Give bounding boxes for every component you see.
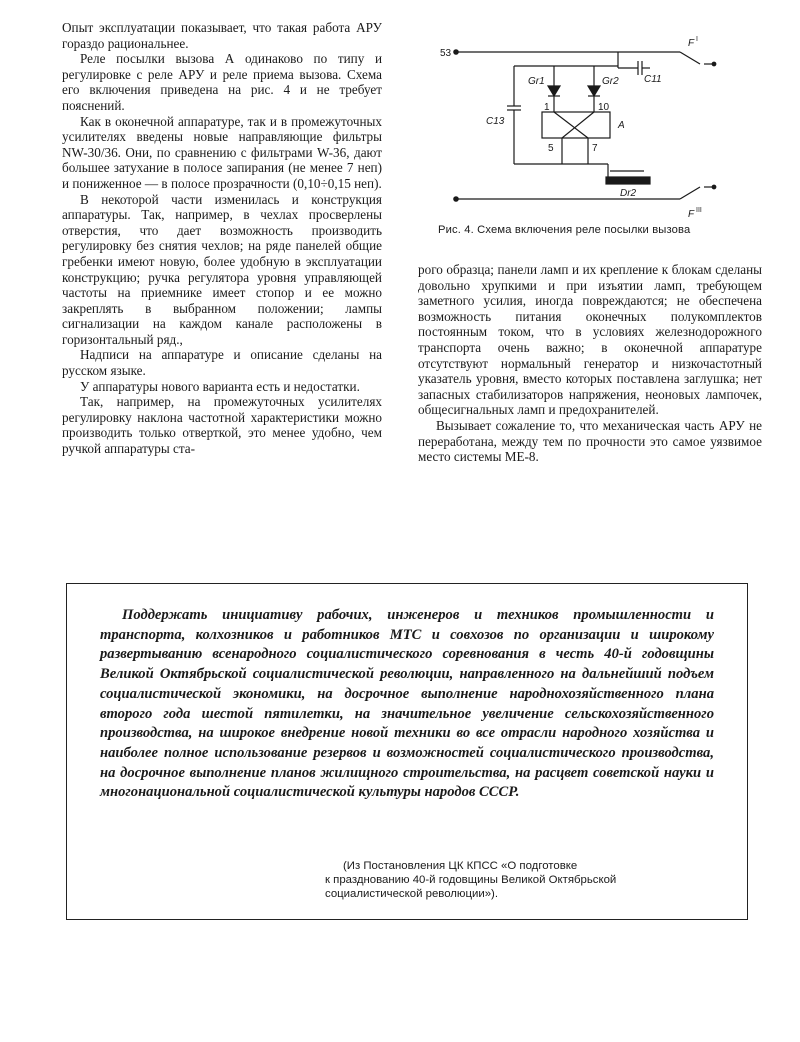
right-column: [418, 262, 762, 465]
paragraph: Надписи на аппаратуре и описание сделаны на русском языке.: [62, 347, 382, 379]
switch-sup: III: [696, 207, 702, 214]
relay-label: A: [618, 120, 625, 131]
terminal-label: 53: [440, 48, 452, 59]
paragraph: Реле посылки вызова А одинаково по типу и регулировке с реле АРУ и реле приема вызова. Схема его включения приведена на рис. 4 и не требует пояснений.: [62, 51, 382, 113]
paragraph: Вызывает сожаление то, что механическая часть АРУ не переработана, между тем по прочности это самое уязвимое место системы МЕ-8.: [418, 417, 762, 465]
paragraph: У аппаратуры нового варианта есть и недостатки.: [80, 378, 360, 394]
diode-label: Gr2: [602, 76, 619, 87]
quote-source: [325, 860, 725, 901]
capacitor-label: C11: [644, 74, 662, 85]
circuit-svg: [418, 34, 768, 224]
switch-sup: I: [696, 36, 698, 43]
paragraph: рого образца; панели ламп и их крепление к блокам сделаны довольно хрупкими и при изъятии ламп, требующем заметного усилия, иногда повреждаются; не обеспечена возможность питания оконечных полукомплектов постоянным током, что в условиях железнодорожного транспорта очень важно; в оконечной аппаратуре отсутствуют нормальный генератор и низкочастотный указатель уровня, вместо которых поставлена заглушка; нет запасных стабилизаторов напряжения, неоновых лампочек, общесигнальных ламп и предохранителей.: [418, 262, 762, 418]
boxed-quote: Поддержать инициативу рабочих, инженеров и техников промышленности и транспорта, колхозников и работников МТС и совхозов по организации и широкому развертыванию всенародного социалистического соревнования в честь 40-й годовщины Великой Октябрьской социалистической революции, направленного на дальнейший подъем социалистической экономики, на досрочное выполнение народнохозяйственного плана второго года шестой пятилетки, на значительное увеличение сельскохозяйственного производства, на широкое внедрение новой техники во все отрасли народного хозяйства и наиболее полное использование резервов и возможностей социалистического производства, на досрочное выполнение планов жилищного строительства, на расцвет советской науки и многонациональной социалистической культуры народов СССР.: [100, 607, 714, 801]
switch-label: F: [688, 38, 695, 49]
paragraph: В некоторой части изменилась и конструкция аппаратуры. Так, например, в чехлах просверлены отверстия, что дает возможность производить регулировку без снятия чехлов; на ряде панелей общие гребенки имеют новую, более удобную в эксплуатации конструкцию; ручка регулятора уровня управляющей частоты на приемнике имеет стопор и ее можно закреплять в выбранном положении; лампы сигнализации на каждом канале расположены в горизонтальный ряд.,: [62, 191, 382, 347]
pin-label: 1: [544, 102, 550, 113]
figure-caption: Рис. 4. Схема включения реле посылки вызова: [438, 224, 691, 236]
pin-label: 7: [592, 143, 598, 154]
relay-circuit-diagram: [418, 34, 768, 224]
switch-label: F: [688, 209, 695, 220]
pin-label: 5: [548, 143, 554, 154]
source-line: (Из Постановления ЦК КПСС «О подготовке: [343, 860, 578, 872]
diode-label: Gr1: [528, 76, 545, 87]
capacitor-label: C13: [486, 116, 505, 127]
source-line: социалистической революции»).: [325, 887, 499, 900]
left-column: [62, 20, 382, 457]
source-line: к празднованию 40-й годовщины Великой Октябрьской: [325, 873, 617, 886]
choke-label: Dr2: [620, 188, 637, 199]
paragraph: Опыт эксплуатации показывает, что такая работа АРУ гораздо рациональнее.: [62, 20, 382, 51]
paragraph: Как в оконечной аппаратуре, так и в промежуточных усилителях введены новые направляющие фильтры NW-30/36. Они, по сравнению с фильтрами W-36, дают большее затухание в полосе запирания (не менее 7 неп) и пониженное — в полосе прозрачности (0,10÷0,15 неп).: [62, 113, 382, 191]
paragraph: Так, например, на промежуточных усилителях регулировку наклона частотной характеристики можно производить только отверткой, это менее удобно, чем ручкой аппаратуры ста-: [62, 394, 382, 457]
pin-label: 10: [598, 102, 610, 113]
